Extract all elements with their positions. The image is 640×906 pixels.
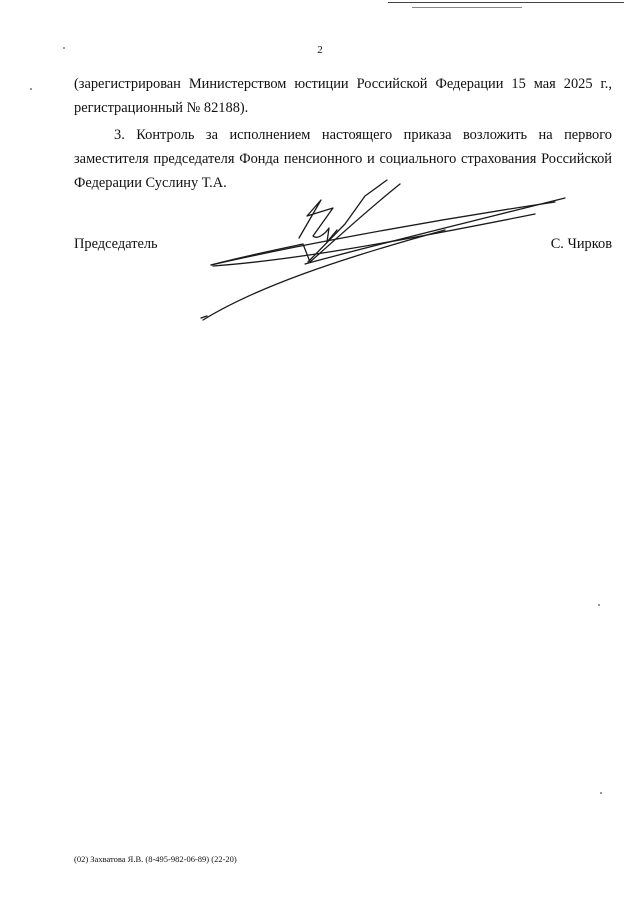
scan-artifact-top — [388, 2, 624, 3]
executor-footer: (02) Захватова Я.В. (8-495-982-06-89) (22-20) — [74, 854, 237, 864]
page-number: 2 — [317, 44, 323, 56]
signatory-name: С. Чирков — [550, 236, 612, 252]
scan-speck — [600, 792, 602, 794]
paragraph-control-clause: 3. Контроль за исполнением настоящего приказа возложить на первого заместителя председателя Фонда пенсионного и социального страхования Российской Федерации Суслину Т.А. — [74, 127, 612, 191]
paragraph-registration-continuation: (зарегистрирован Министерством юстиции Российской Федерации 15 мая 2025 г., регистрационный № 82188). — [74, 76, 612, 116]
scan-speck — [598, 604, 600, 606]
scan-speck — [30, 88, 32, 90]
scan-artifact-top-2 — [412, 7, 522, 8]
signatory-title: Председатель — [74, 236, 158, 252]
handwritten-signature — [195, 178, 575, 326]
